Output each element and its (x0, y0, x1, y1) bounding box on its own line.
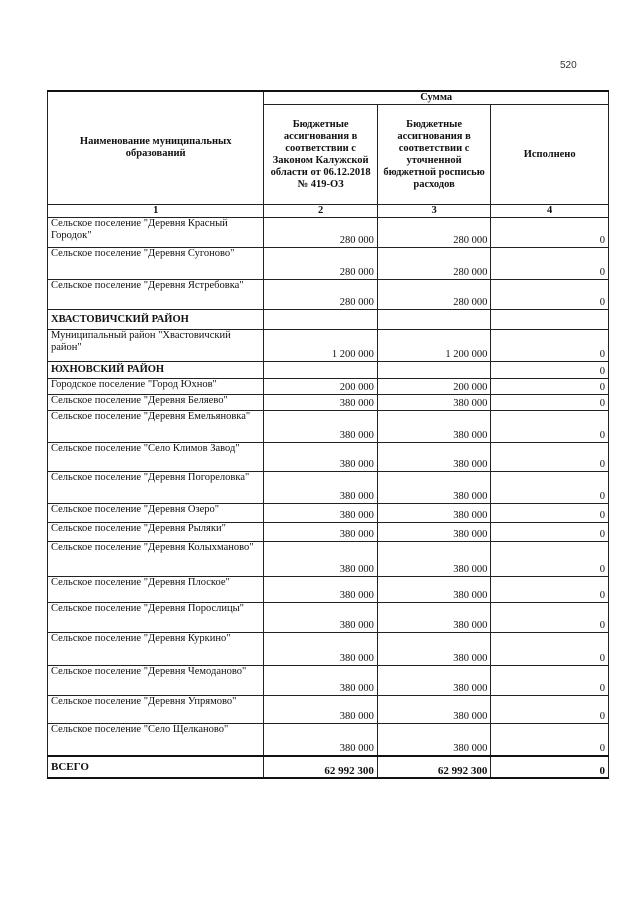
row-refined: 380 000 (377, 523, 490, 542)
row-allocated: 380 000 (264, 472, 377, 504)
table-row (48, 724, 609, 756)
row-refined: 200 000 (377, 379, 490, 395)
row-executed: 0 (491, 472, 609, 504)
table-header (48, 91, 609, 218)
row-refined: 380 000 (377, 443, 490, 472)
table-row (48, 577, 609, 603)
header-sum-group: Сумма (264, 91, 609, 105)
header-refined: Бюджетные ассигнования в соответствии с уточненной бюджетной росписью расходов (377, 105, 490, 205)
row-name: Муниципальный район "Хвастовичский район" (48, 330, 264, 362)
row-refined (377, 310, 490, 330)
table-row (48, 504, 609, 523)
row-executed: 0 (491, 577, 609, 603)
row-executed: 0 (491, 411, 609, 443)
row-allocated: 380 000 (264, 395, 377, 411)
row-name: Сельское поселение "Село Климов Завод" (48, 443, 264, 472)
row-refined: 380 000 (377, 411, 490, 443)
row-allocated: 280 000 (264, 248, 377, 280)
table-row (48, 218, 609, 248)
row-allocated: 380 000 (264, 443, 377, 472)
total-allocated: 62 992 300 (264, 756, 377, 778)
row-executed: 0 (491, 542, 609, 577)
column-number: 1 (48, 205, 264, 218)
row-name: Сельское поселение "Деревня Порослицы" (48, 603, 264, 633)
row-allocated: 380 000 (264, 666, 377, 696)
row-name: Сельское поселение "Деревня Беляево" (48, 395, 264, 411)
row-name: Сельское поселение "Деревня Сугоново" (48, 248, 264, 280)
row-refined: 380 000 (377, 577, 490, 603)
table-row (48, 379, 609, 395)
row-refined: 280 000 (377, 248, 490, 280)
row-name: Сельское поселение "Деревня Ястребовка" (48, 280, 264, 310)
row-allocated: 380 000 (264, 577, 377, 603)
row-executed: 0 (491, 362, 609, 379)
row-executed (491, 310, 609, 330)
row-name: Сельское поселение "Деревня Колыхманово" (48, 542, 264, 577)
table-row (48, 542, 609, 577)
row-allocated: 280 000 (264, 280, 377, 310)
row-refined: 380 000 (377, 542, 490, 577)
total-row (48, 756, 609, 778)
header-name: Наименование муниципальных образований (48, 91, 264, 205)
header-allocated: Бюджетные ассигнования в соответствии с Законом Калужской области от 06.12.2018 № 419-ОЗ (264, 105, 377, 205)
row-allocated: 380 000 (264, 633, 377, 666)
row-executed: 0 (491, 330, 609, 362)
row-allocated: 200 000 (264, 379, 377, 395)
district-row (48, 310, 609, 330)
row-refined: 380 000 (377, 666, 490, 696)
row-allocated: 380 000 (264, 724, 377, 756)
row-allocated (264, 310, 377, 330)
row-executed: 0 (491, 633, 609, 666)
row-refined: 380 000 (377, 504, 490, 523)
table-row (48, 395, 609, 411)
row-name: Сельское поселение "Деревня Упрямово" (48, 696, 264, 724)
total-executed: 0 (491, 756, 609, 778)
row-allocated: 380 000 (264, 696, 377, 724)
row-executed: 0 (491, 666, 609, 696)
row-name: Сельское поселение "Деревня Куркино" (48, 633, 264, 666)
row-name: Сельское поселение "Деревня Озеро" (48, 504, 264, 523)
column-number: 4 (491, 205, 609, 218)
row-allocated: 380 000 (264, 411, 377, 443)
row-refined: 380 000 (377, 395, 490, 411)
table-row (48, 330, 609, 362)
row-executed: 0 (491, 443, 609, 472)
total-label: ВСЕГО (48, 756, 264, 778)
table-row (48, 411, 609, 443)
row-name: Сельское поселение "Деревня Чемоданово" (48, 666, 264, 696)
table-body (48, 218, 609, 756)
row-executed: 0 (491, 603, 609, 633)
row-allocated: 1 200 000 (264, 330, 377, 362)
row-allocated (264, 362, 377, 379)
table-row (48, 633, 609, 666)
row-name: ХВАСТОВИЧСКИЙ РАЙОН (48, 310, 264, 330)
row-allocated: 280 000 (264, 218, 377, 248)
total-refined: 62 992 300 (377, 756, 490, 778)
district-row (48, 362, 609, 379)
row-name: Сельское поселение "Деревня Погореловка" (48, 472, 264, 504)
table-row (48, 248, 609, 280)
row-allocated: 380 000 (264, 504, 377, 523)
row-refined: 380 000 (377, 696, 490, 724)
row-refined: 280 000 (377, 218, 490, 248)
row-refined: 380 000 (377, 633, 490, 666)
row-name: Сельское поселение "Деревня Емельяновка" (48, 411, 264, 443)
row-refined: 1 200 000 (377, 330, 490, 362)
column-number: 3 (377, 205, 490, 218)
table-row (48, 523, 609, 542)
row-refined: 380 000 (377, 472, 490, 504)
row-executed: 0 (491, 696, 609, 724)
row-name: Сельское поселение "Село Щелканово" (48, 724, 264, 756)
page-number: 520 (560, 60, 577, 71)
row-name: Сельское поселение "Деревня Рыляки" (48, 523, 264, 542)
table-row (48, 280, 609, 310)
header-executed: Исполнено (491, 105, 609, 205)
row-allocated: 380 000 (264, 542, 377, 577)
row-allocated: 380 000 (264, 603, 377, 633)
row-refined: 280 000 (377, 280, 490, 310)
row-executed: 0 (491, 248, 609, 280)
row-executed: 0 (491, 379, 609, 395)
row-executed: 0 (491, 395, 609, 411)
table-row (48, 696, 609, 724)
table-row (48, 666, 609, 696)
budget-table (47, 90, 609, 779)
row-name: Сельское поселение "Деревня Красный Городок" (48, 218, 264, 248)
row-refined: 380 000 (377, 724, 490, 756)
row-name: Сельское поселение "Деревня Плоское" (48, 577, 264, 603)
table-row (48, 472, 609, 504)
row-allocated: 380 000 (264, 523, 377, 542)
row-name: Городское поселение "Город Юхнов" (48, 379, 264, 395)
column-numbers-row (48, 205, 609, 218)
row-executed: 0 (491, 724, 609, 756)
row-executed: 0 (491, 504, 609, 523)
row-executed: 0 (491, 280, 609, 310)
table-row (48, 443, 609, 472)
row-executed: 0 (491, 218, 609, 248)
row-refined: 380 000 (377, 603, 490, 633)
row-refined (377, 362, 490, 379)
table-row (48, 603, 609, 633)
row-executed: 0 (491, 523, 609, 542)
row-name: ЮХНОВСКИЙ РАЙОН (48, 362, 264, 379)
column-number: 2 (264, 205, 377, 218)
